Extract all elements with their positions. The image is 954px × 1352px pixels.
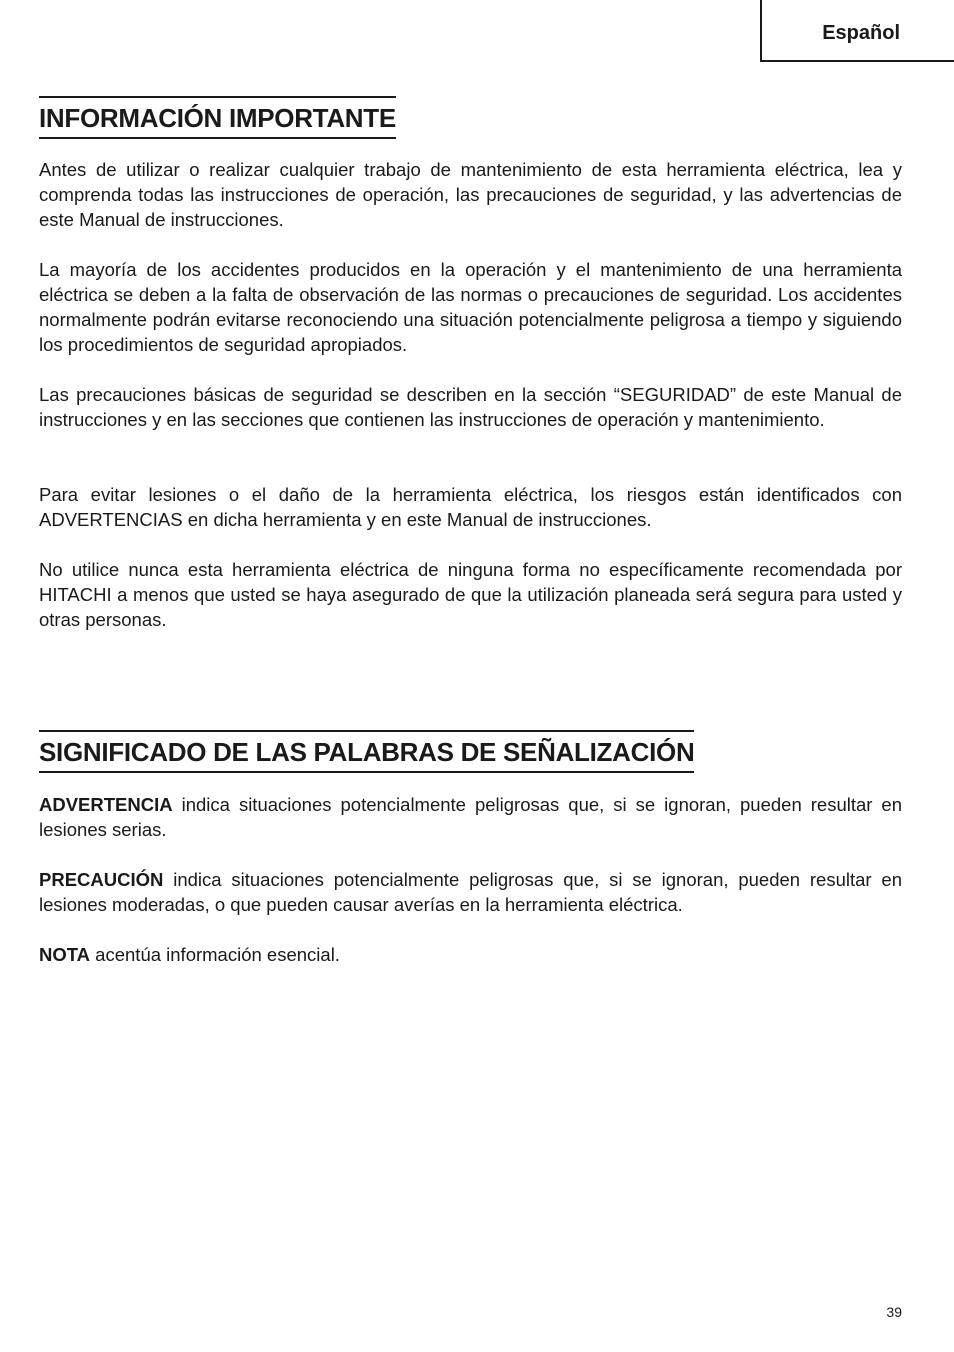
- language-tab: [760, 0, 954, 62]
- language-label: Español: [822, 22, 900, 44]
- signal-term: PRECAUCIÓN: [39, 869, 164, 890]
- signal-description: indica situaciones potencialmente peligrosas que, si se ignoran, pueden resultar en lesiones moderadas, o que pueden causar averías en la herramienta eléctrica.: [39, 869, 902, 915]
- paragraph-accidents: La mayoría de los accidentes producidos en la operación y el mantenimiento de una herramienta eléctrica se deben a la falta de observación de las normas o precauciones de seguridad. Los accidentes normalmente podrán evitarse reconociendo una situación potencialmente peligrosa a tiempo y siguiendo los procedimientos de seguridad apropiados.: [39, 259, 902, 355]
- paragraph-usage: No utilice nunca esta herramienta eléctrica de ninguna forma no específicamente recomendada por HITACHI a menos que usted se haya asegurado de que la utilización planeada será segura para usted y otras personas.: [39, 559, 902, 630]
- paragraph-intro: Antes de utilizar o realizar cualquier trabajo de mantenimiento de esta herramienta eléctrica, lea y comprenda todas las instrucciones de operación, las precauciones de seguridad, y las advertencias de este Manual de instrucciones.: [39, 159, 902, 230]
- signal-term: NOTA: [39, 944, 91, 965]
- signal-word-caution: [39, 867, 902, 917]
- paragraph-basic-precautions: Las precauciones básicas de seguridad se describen en la sección “SEGURIDAD” de este Manual de instrucciones y en las secciones que contienen las instrucciones de operación y mantenimiento.: [39, 384, 902, 430]
- signal-description: indica situaciones potencialmente peligrosas que, si se ignoran, pueden resultar en lesiones serias.: [39, 794, 902, 840]
- signal-word-warning: [39, 792, 902, 842]
- section-title-signal-words: SIGNIFICADO DE LAS PALABRAS DE SEÑALIZACIÓN: [39, 730, 694, 773]
- signal-word-note: [39, 942, 902, 967]
- signal-term: ADVERTENCIA: [39, 794, 173, 815]
- signal-description: acentúa información esencial.: [90, 944, 340, 965]
- section-title-important-info: INFORMACIÓN IMPORTANTE: [39, 96, 396, 139]
- paragraph-warnings: Para evitar lesiones o el daño de la herramienta eléctrica, los riesgos están identificados con ADVERTENCIAS en dicha herramienta y en este Manual de instrucciones.: [39, 484, 902, 530]
- page-number: 39: [886, 1304, 902, 1320]
